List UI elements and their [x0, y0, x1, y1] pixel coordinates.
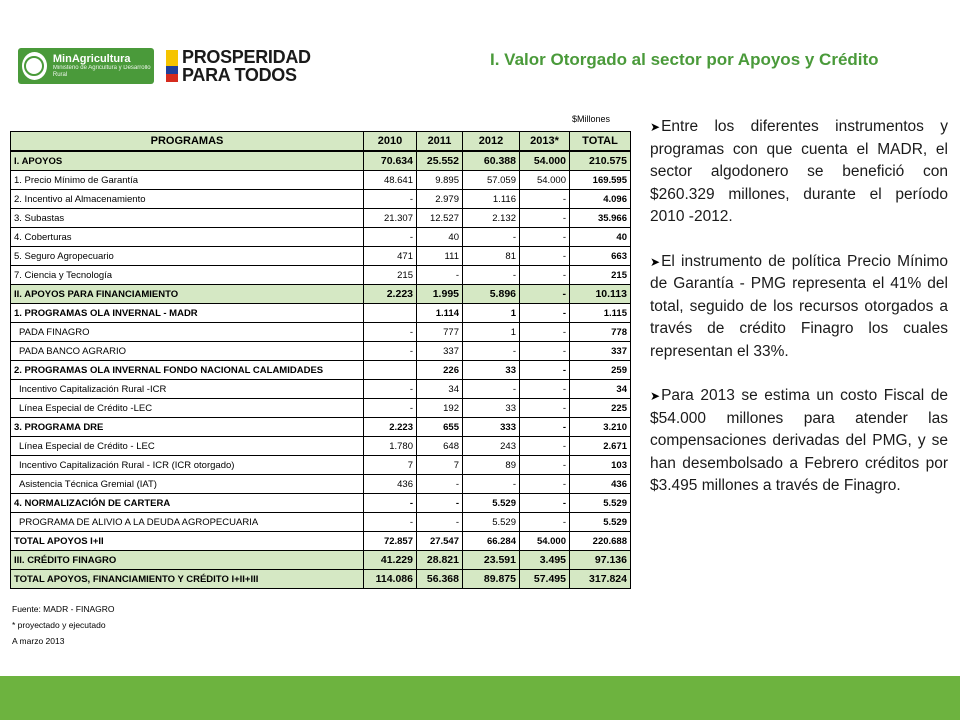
column-header: 2010: [364, 132, 417, 152]
value-cell: 471: [364, 247, 417, 266]
value-cell: 66.284: [463, 532, 520, 551]
value-cell: 7: [417, 456, 463, 475]
value-cell: -: [417, 266, 463, 285]
arrow-bullet-icon: ➤: [650, 254, 661, 269]
table-row: [11, 190, 631, 209]
value-cell: 169.595: [570, 171, 631, 190]
value-cell: 114.086: [364, 570, 417, 589]
value-cell: 317.824: [570, 570, 631, 589]
footnote: A marzo 2013: [12, 636, 65, 646]
row-label: Incentivo Capitalización Rural - ICR (ICR otorgado): [11, 456, 364, 475]
colombia-flag-icon: [166, 50, 178, 82]
row-label: 2. PROGRAMAS OLA INVERNAL FONDO NACIONAL CALAMIDADES: [11, 361, 364, 380]
value-cell: 72.857: [364, 532, 417, 551]
prosperidad-logo-line1: PROSPERIDAD: [182, 47, 311, 67]
value-cell: 243: [463, 437, 520, 456]
table-row: [11, 456, 631, 475]
column-header: 2011: [417, 132, 463, 152]
value-cell: 35.966: [570, 209, 631, 228]
table-row: [11, 151, 631, 171]
value-cell: 1.780: [364, 437, 417, 456]
value-cell: 5.529: [570, 513, 631, 532]
value-cell: -: [520, 361, 570, 380]
table-row: [11, 285, 631, 304]
value-cell: 40: [570, 228, 631, 247]
table-row: [11, 323, 631, 342]
table-row: [11, 361, 631, 380]
row-label: 5. Seguro Agropecuario: [11, 247, 364, 266]
row-label: Incentivo Capitalización Rural -ICR: [11, 380, 364, 399]
column-header: TOTAL: [570, 132, 631, 152]
value-cell: 89: [463, 456, 520, 475]
value-cell: 655: [417, 418, 463, 437]
value-cell: 3.495: [520, 551, 570, 570]
value-cell: 337: [570, 342, 631, 361]
row-label: 1. PROGRAMAS OLA INVERNAL - MADR: [11, 304, 364, 323]
value-cell: 5.529: [463, 494, 520, 513]
table-row: [11, 171, 631, 190]
value-cell: 2.671: [570, 437, 631, 456]
value-cell: -: [463, 380, 520, 399]
bullet-list: [650, 116, 948, 520]
value-cell: -: [520, 456, 570, 475]
value-cell: 12.527: [417, 209, 463, 228]
table-row: [11, 247, 631, 266]
prosperidad-logo-line2: PARA TODOS: [182, 65, 297, 85]
page-title: I. Valor Otorgado al sector por Apoyos y Crédito: [490, 50, 879, 69]
value-cell: -: [520, 228, 570, 247]
value-cell: 41.229: [364, 551, 417, 570]
value-cell: 1.995: [417, 285, 463, 304]
ministry-logo-name: MinAgricultura: [52, 53, 131, 66]
value-cell: -: [520, 266, 570, 285]
value-cell: 215: [570, 266, 631, 285]
ministry-logo-subtitle: Ministerio de Agricultura y Desarrollo Rural: [52, 65, 151, 79]
value-cell: 337: [417, 342, 463, 361]
table-row: [11, 475, 631, 494]
value-cell: -: [520, 437, 570, 456]
value-cell: [364, 361, 417, 380]
column-header: 2013*: [520, 132, 570, 152]
row-label: 3. Subastas: [11, 209, 364, 228]
value-cell: 215: [364, 266, 417, 285]
value-cell: 56.368: [417, 570, 463, 589]
value-cell: 21.307: [364, 209, 417, 228]
value-cell: 70.634: [364, 151, 417, 171]
value-cell: 192: [417, 399, 463, 418]
value-cell: -: [520, 475, 570, 494]
value-cell: 89.875: [463, 570, 520, 589]
value-cell: 5.529: [570, 494, 631, 513]
bullet-item: ➤Entre los diferentes instrumentos y programas con que cuenta el MADR, el sector algodonero se benefició con $260.329 millones, durante el período 2010 -2012.: [650, 118, 948, 225]
row-label: PADA BANCO AGRARIO: [11, 342, 364, 361]
value-cell: 778: [570, 323, 631, 342]
value-cell: 259: [570, 361, 631, 380]
value-cell: 7: [364, 456, 417, 475]
value-cell: 34: [417, 380, 463, 399]
value-cell: 1.114: [417, 304, 463, 323]
row-label: PROGRAMA DE ALIVIO A LA DEUDA AGROPECUARIA: [11, 513, 364, 532]
programs-table: [10, 131, 631, 589]
value-cell: -: [520, 342, 570, 361]
value-cell: 33: [463, 399, 520, 418]
coat-of-arms-icon: [22, 52, 47, 80]
value-cell: -: [364, 228, 417, 247]
column-header: 2012: [463, 132, 520, 152]
row-label: 4. NORMALIZACIÓN DE CARTERA: [11, 494, 364, 513]
table-row: [11, 209, 631, 228]
value-cell: -: [417, 494, 463, 513]
row-label: TOTAL APOYOS I+II: [11, 532, 364, 551]
row-label: 2. Incentivo al Almacenamiento: [11, 190, 364, 209]
value-cell: 2.223: [364, 418, 417, 437]
value-cell: 2.223: [364, 285, 417, 304]
table-row: [11, 399, 631, 418]
table-row: [11, 570, 631, 589]
value-cell: -: [463, 266, 520, 285]
row-label: I. APOYOS: [11, 151, 364, 171]
value-cell: -: [364, 323, 417, 342]
value-cell: 60.388: [463, 151, 520, 171]
footer-bar: [0, 676, 960, 720]
table-row: [11, 513, 631, 532]
value-cell: 27.547: [417, 532, 463, 551]
footnote: Fuente: MADR - FINAGRO: [12, 604, 115, 614]
value-cell: -: [520, 513, 570, 532]
value-cell: 663: [570, 247, 631, 266]
value-cell: 5.529: [463, 513, 520, 532]
row-label: II. APOYOS PARA FINANCIAMIENTO: [11, 285, 364, 304]
value-cell: 54.000: [520, 171, 570, 190]
value-cell: -: [463, 228, 520, 247]
value-cell: -: [520, 190, 570, 209]
value-cell: 54.000: [520, 151, 570, 171]
table-row: [11, 304, 631, 323]
value-cell: 5.896: [463, 285, 520, 304]
row-label: 7. Ciencia y Tecnología: [11, 266, 364, 285]
value-cell: 10.113: [570, 285, 631, 304]
value-cell: 103: [570, 456, 631, 475]
value-cell: 4.096: [570, 190, 631, 209]
value-cell: -: [364, 190, 417, 209]
value-cell: 28.821: [417, 551, 463, 570]
arrow-bullet-icon: ➤: [650, 120, 661, 134]
row-label: Asistencia Técnica Gremial (IAT): [11, 475, 364, 494]
value-cell: -: [364, 380, 417, 399]
row-label: 3. PROGRAMA DRE: [11, 418, 364, 437]
value-cell: 648: [417, 437, 463, 456]
value-cell: -: [417, 513, 463, 532]
table-row: [11, 418, 631, 437]
row-label: 4. Coberturas: [11, 228, 364, 247]
row-label: 1. Precio Mínimo de Garantía: [11, 171, 364, 190]
table-row: [11, 551, 631, 570]
value-cell: 2.979: [417, 190, 463, 209]
table-row: [11, 342, 631, 361]
value-cell: 777: [417, 323, 463, 342]
value-cell: 40: [417, 228, 463, 247]
value-cell: 23.591: [463, 551, 520, 570]
bullet-item: ➤El instrumento de política Precio Mínimo de Garantía - PMG representa el 41% del total, seguido de los recursos otorgados a través de crédito Finagro los cuales representan el 33%.: [650, 252, 948, 360]
value-cell: 57.059: [463, 171, 520, 190]
table-row: [11, 532, 631, 551]
value-cell: -: [520, 418, 570, 437]
value-cell: 1: [463, 304, 520, 323]
value-cell: 226: [417, 361, 463, 380]
value-cell: 57.495: [520, 570, 570, 589]
value-cell: -: [364, 399, 417, 418]
value-cell: 3.210: [570, 418, 631, 437]
table-row: [11, 266, 631, 285]
row-label: Línea Especial de Crédito - LEC: [11, 437, 364, 456]
value-cell: 225: [570, 399, 631, 418]
table-row: [11, 494, 631, 513]
value-cell: 220.688: [570, 532, 631, 551]
value-cell: 1: [463, 323, 520, 342]
value-cell: -: [463, 475, 520, 494]
table-row: [11, 228, 631, 247]
value-cell: 54.000: [520, 532, 570, 551]
table-header-row: [11, 132, 631, 152]
value-cell: 210.575: [570, 151, 631, 171]
value-cell: -: [364, 494, 417, 513]
value-cell: -: [520, 247, 570, 266]
value-cell: 333: [463, 418, 520, 437]
value-cell: 2.132: [463, 209, 520, 228]
prosperidad-logo: [166, 46, 311, 86]
bullet-item: ➤Para 2013 se estima un costo Fiscal de $54.000 millones para atender las compensaciones derivadas del PMG, y se han desembolsado a Febrero créditos por $3.495 millones a través de Finagro.: [650, 387, 948, 494]
footnote: * proyectado y ejecutado: [12, 620, 106, 630]
row-label: III. CRÉDITO FINAGRO: [11, 551, 364, 570]
value-cell: 436: [364, 475, 417, 494]
value-cell: -: [520, 323, 570, 342]
value-cell: -: [520, 209, 570, 228]
value-cell: 436: [570, 475, 631, 494]
value-cell: -: [520, 494, 570, 513]
value-cell: 111: [417, 247, 463, 266]
value-cell: 1.115: [570, 304, 631, 323]
value-cell: 1.116: [463, 190, 520, 209]
value-cell: -: [417, 475, 463, 494]
arrow-bullet-icon: ➤: [650, 389, 661, 403]
minagricultura-logo: [18, 48, 154, 84]
value-cell: 9.895: [417, 171, 463, 190]
value-cell: -: [463, 342, 520, 361]
value-cell: -: [520, 380, 570, 399]
value-cell: -: [364, 342, 417, 361]
value-cell: 33: [463, 361, 520, 380]
table-row: [11, 437, 631, 456]
value-cell: -: [520, 304, 570, 323]
value-cell: 97.136: [570, 551, 631, 570]
value-cell: 25.552: [417, 151, 463, 171]
value-cell: 34: [570, 380, 631, 399]
row-label: Línea Especial de Crédito -LEC: [11, 399, 364, 418]
value-cell: 48.641: [364, 171, 417, 190]
row-label: TOTAL APOYOS, FINANCIAMIENTO Y CRÉDITO I+II+III: [11, 570, 364, 589]
value-cell: -: [520, 399, 570, 418]
units-label: $Millones: [572, 114, 611, 124]
row-label: PADA FINAGRO: [11, 323, 364, 342]
value-cell: -: [520, 285, 570, 304]
column-header: PROGRAMAS: [11, 132, 364, 152]
value-cell: -: [364, 513, 417, 532]
value-cell: [364, 304, 417, 323]
value-cell: 81: [463, 247, 520, 266]
table-row: [11, 380, 631, 399]
